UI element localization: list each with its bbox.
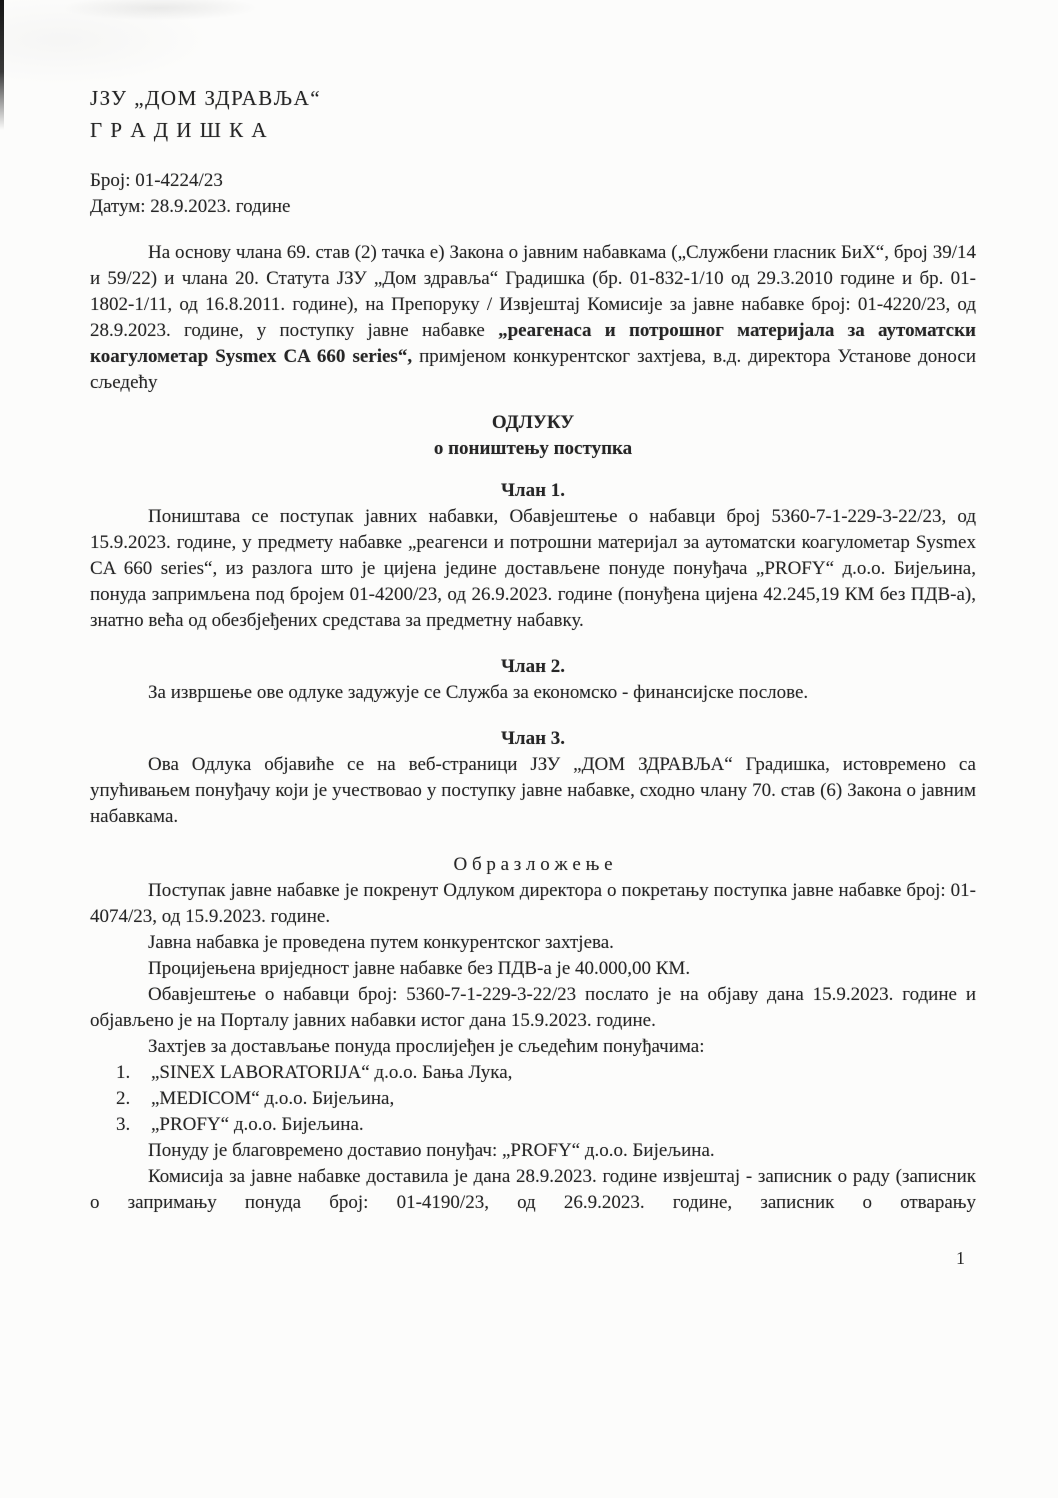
bidder-list-item	[90, 1086, 976, 1112]
preamble-paragraph	[90, 240, 976, 396]
decision-title-block	[90, 410, 976, 462]
rationale-paragraph-4: Обавјештење о набавци број: 5360-7-1-229-3-22/23 послато је на објаву дана 15.9.2023. године и објављено је на Порталу јавних набавки истог дана 15.9.2023. године.	[90, 984, 976, 1031]
bidder-name: „MEDICOM“ д.о.о. Бијељина,	[151, 1088, 395, 1109]
rationale-section	[90, 852, 976, 1216]
rationale-paragraph-7: Комисија за јавне набавке доставила је дана 28.9.2023. године извјештај - записник о раду (записник о запримању понуда број: 01-4190/23, од 26.9.2023. године, записник о отварању	[90, 1166, 976, 1213]
bidder-number: 1.	[116, 1062, 131, 1083]
article-2-heading: Члан 2.	[500, 656, 566, 677]
bidder-number: 2.	[116, 1088, 131, 1109]
rationale-paragraph-5: Захтјев за достављање понуда прослијеђен је сљедећим понуђачима:	[148, 1036, 705, 1057]
bidder-number: 3.	[116, 1114, 131, 1135]
bidder-list-item	[90, 1112, 976, 1138]
bidder-list-item	[90, 1060, 976, 1086]
org-city: Г Р А Д И Ш К А	[90, 118, 269, 142]
rationale-paragraph-2: Јавна набавка је проведена путем конкурентског захтјева.	[148, 932, 614, 953]
reference-block	[90, 168, 976, 220]
page-number: 1	[956, 1248, 965, 1268]
bidder-name: „SINEX LABORATORIJA“ д.о.о. Бања Лука,	[151, 1062, 513, 1083]
preamble-procurement-subject: „реагенаса и потрошног материјала за аутоматски коагулометар Sysmex CA 660 series“,	[90, 320, 976, 367]
bidder-list	[90, 1060, 976, 1138]
decision-subtitle: о поништењу поступка	[433, 438, 633, 459]
preamble-text-end: примјеном конкурентског захтјева, в.д. директора Установе доноси сљедећу	[90, 346, 977, 393]
rationale-paragraph-1: Поступак јавне набавке је покренут Одлуком директора о покретању поступка јавне набавке број: 01-4074/23, од 15.9.2023. године.	[90, 880, 976, 927]
article-1	[90, 478, 976, 634]
rationale-heading: О б р а з л о ж е њ е	[453, 854, 613, 875]
article-2	[90, 654, 976, 706]
org-name: ЈЗУ „ДОМ ЗДРАВЉА“	[90, 86, 322, 110]
bidder-name: „PROFY“ д.о.о. Бијељина.	[151, 1114, 364, 1135]
article-1-text: Поништава се поступак јавних набавки, Обавјештење о набавци број 5360-7-1-229-3-22/23, од 15.9.2023. године, у предмету набавке „реагенси и потрошни материјал за аутоматски коагулометар Sysmex CA 660 series“, из разлога што је цијена једине достављене понуде понуђача „PROFY“ д.о.о. Бијељина, понуда запримљена под бројем 01-4200/23, од 26.9.2023. године (понуђена цијена 42.245,19 КМ без ПДВ-а), знатно већа од обезбјеђених средстава за предметну набавку.	[90, 506, 976, 631]
article-3-text: Ова Одлука објавиће се на веб-страници ЈЗУ „ДОМ ЗДРАВЉА“ Градишка, истовремено са упућивањем понуђачу који је учествовао у поступку јавне набавке, сходно члану 70. став (6) Закона о јавним набавкама.	[90, 754, 976, 827]
article-3-heading: Члан 3.	[500, 728, 566, 749]
scan-edge-artifact	[0, 0, 4, 130]
rationale-paragraph-3: Процијењена вриједност јавне набавке без ПДВ-а је 40.000,00 КМ.	[148, 958, 691, 979]
document-number: Број: 01-4224/23	[90, 170, 223, 191]
preamble-text-start: На основу члана 69. став (2) тачка е) Закона о јавним набавкама („Службени гласник БиХ“, број 39/14 и 59/22) и члана 20. Статута ЈЗУ „Дом здравља“ Градишка (бр. 01-832-1/10 од 29.3.2010 године и бр. 01-1802-1/11, од 16.8.2011. године), на Препоруку / Извјештај Комисије за јавне набавке број: 01-4220/23, од 28.9.2023. године, у поступку јавне набавке	[90, 242, 976, 341]
document-date: Датум: 28.9.2023. године	[90, 196, 291, 217]
rationale-paragraph-6: Понуду је благовремено доставио понуђач: „PROFY“ д.о.о. Бијељина.	[148, 1140, 715, 1161]
article-2-text: За извршење ове одлуке задужује се Служба за економско - финансијске послове.	[148, 682, 809, 703]
document-header	[90, 82, 976, 220]
article-3	[90, 726, 976, 830]
article-1-heading: Члан 1.	[500, 480, 566, 501]
decision-title: ОДЛУКУ	[491, 412, 575, 433]
